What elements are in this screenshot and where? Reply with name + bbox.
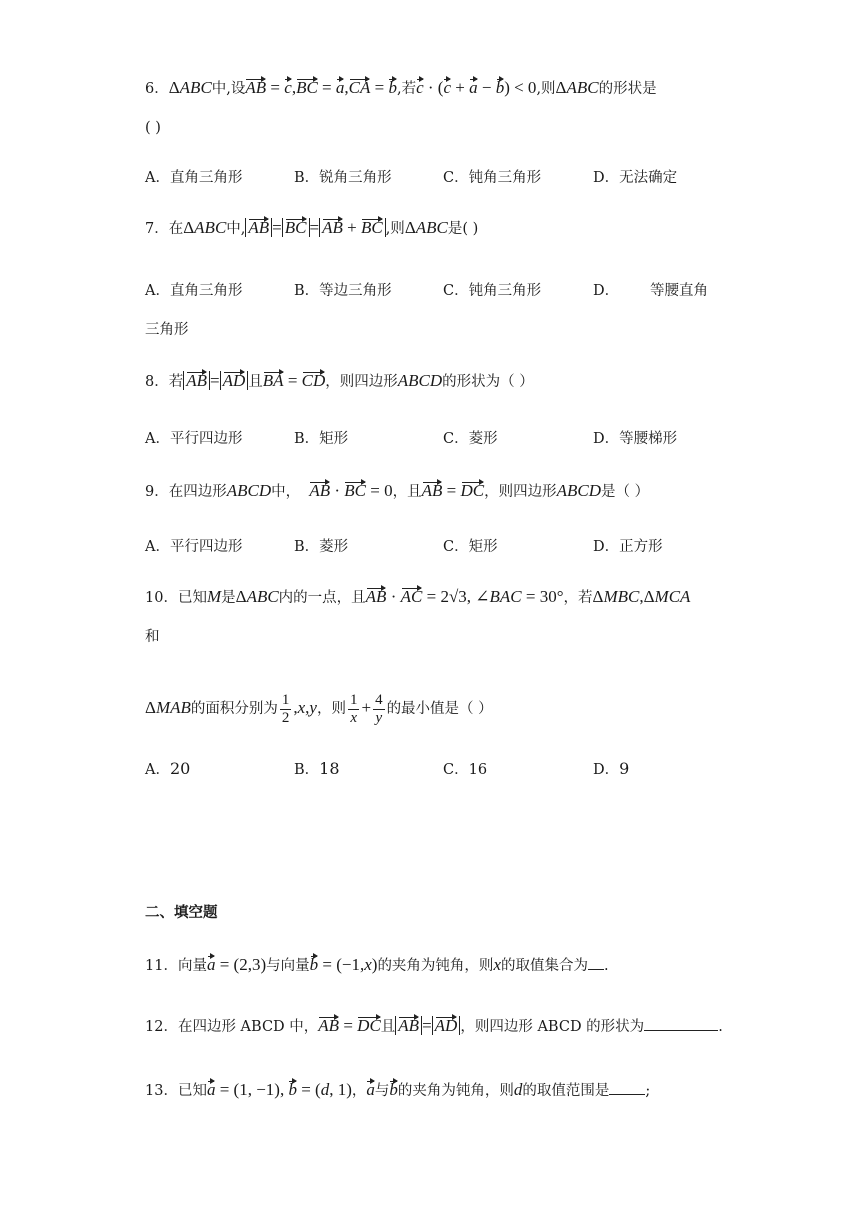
formula-abs-ab-ad-12: AB = AD bbox=[395, 1016, 460, 1035]
formula-vectors-13: a = (1, −1), b = (d, 1) bbox=[206, 1080, 352, 1099]
q10-option-b: B．18 bbox=[294, 759, 340, 778]
formula-ab-dc: AB = DC bbox=[421, 481, 485, 500]
q6-option-c: C．钝角三角形 bbox=[443, 170, 542, 186]
formula-vector-b: b = (−1,x) bbox=[309, 955, 378, 974]
formula-abs-ab-ad: AB = AD bbox=[183, 371, 248, 390]
formula-ab-dot-bc: AB · BC = 0 bbox=[309, 481, 393, 500]
question-13: 13．已知a = (1, −1), b = (d, 1)，a与b的夹角为钝角，则d的取值范围是 ; bbox=[145, 1080, 651, 1099]
q7-option-c: C．钝角三角形 bbox=[443, 283, 542, 299]
q8-option-c: C．菱形 bbox=[443, 431, 498, 447]
formula-abs-equal: AB = BC = AB + BC bbox=[245, 218, 385, 237]
question-10-line1: 10．已知M是ΔABC内的一点，且AB · AC = 2√3, ∠BAC = 30°，若ΔMBC,ΔMCA bbox=[145, 587, 691, 606]
formula-vector-a: a = (2,3) bbox=[206, 955, 267, 974]
section-heading-fill-in: 二、填空题 bbox=[145, 904, 218, 921]
q9-option-a: A．平行四边形 bbox=[145, 539, 243, 555]
formula-fraction-half: $\frac{1}{2}$ ,x,y bbox=[281, 691, 317, 726]
q6-option-b: B．锐角三角形 bbox=[294, 170, 392, 186]
q10-option-d: D．9 bbox=[593, 759, 630, 778]
question-8-line1: 8．若 AB = AD 且BA = CD，则四边形ABCD的形状为（ ） bbox=[145, 371, 534, 390]
formula-ab-dc-12: AB = DC bbox=[318, 1016, 381, 1035]
formula-ab-dot-ac: AB · AC = 2√3, ∠BAC = 30° bbox=[365, 587, 564, 606]
question-6-line1: 6．ΔABC中,设AB = c,BC = a,CA = b,若c · (c + a − b) < 0,则ΔABC的形状是 bbox=[145, 78, 657, 97]
question-9-line1: 9．在四边形ABCD中， AB · BC = 0，且AB = DC，则四边形ABCD是（ ） bbox=[145, 481, 650, 500]
q9-option-c: C．矩形 bbox=[443, 539, 498, 555]
formula-fraction-sum: $\frac{1}{x}$ + $\frac{4}{y}$ bbox=[349, 691, 383, 726]
question-11: 11．向量a = (2,3)与向量b = (−1,x)的夹角为钝角，则x的取值集合为 . bbox=[145, 955, 609, 974]
q6-option-d: D．无法确定 bbox=[593, 170, 678, 186]
question-12: 12．在四边形 ABCD 中，AB = DC且 AB = AD ，则四边形 ABCD 的形状为 . bbox=[145, 1016, 723, 1035]
formula-ba-cd: BA = CD bbox=[262, 371, 326, 390]
formula-dot-condition: c · (c + a − b) < 0 bbox=[416, 78, 537, 97]
question-10-wrap: 和 bbox=[145, 629, 160, 645]
answer-blank-13[interactable] bbox=[609, 1080, 645, 1095]
q9-option-d: D．正方形 bbox=[593, 539, 663, 555]
q8-option-d: D．等腰梯形 bbox=[593, 431, 678, 447]
question-6-paren: ( ) bbox=[145, 120, 161, 136]
q10-option-a: A．20 bbox=[145, 759, 191, 778]
formula-vector-defs: AB = c,BC = a,CA = b bbox=[245, 78, 397, 97]
q8-option-a: A．平行四边形 bbox=[145, 431, 243, 447]
answer-blank-12[interactable] bbox=[644, 1016, 718, 1031]
q10-option-c: C．16 bbox=[443, 762, 488, 778]
question-10-line2: ΔMAB的面积分别为 $\frac{1}{2}$ ,x,y，则 $\frac{1}{x}$ + $\frac{4}{y}$ 的最小值是（ ） bbox=[145, 691, 493, 726]
q7-option-d-wrap: 三角形 bbox=[145, 322, 189, 338]
answer-blank-11[interactable] bbox=[588, 955, 604, 970]
q7-option-d-text: 等腰直角 bbox=[650, 283, 708, 299]
q7-option-d-label: D． bbox=[593, 283, 620, 299]
q6-option-a: A．直角三角形 bbox=[145, 170, 243, 186]
q9-option-b: B．菱形 bbox=[294, 539, 349, 555]
q8-option-b: B．矩形 bbox=[294, 431, 349, 447]
q7-option-a: A．直角三角形 bbox=[145, 283, 243, 299]
q7-option-b: B．等边三角形 bbox=[294, 283, 392, 299]
question-7-line1: 7．在ΔABC中, AB = BC = AB + BC ,则ΔABC是( ) bbox=[145, 218, 479, 237]
